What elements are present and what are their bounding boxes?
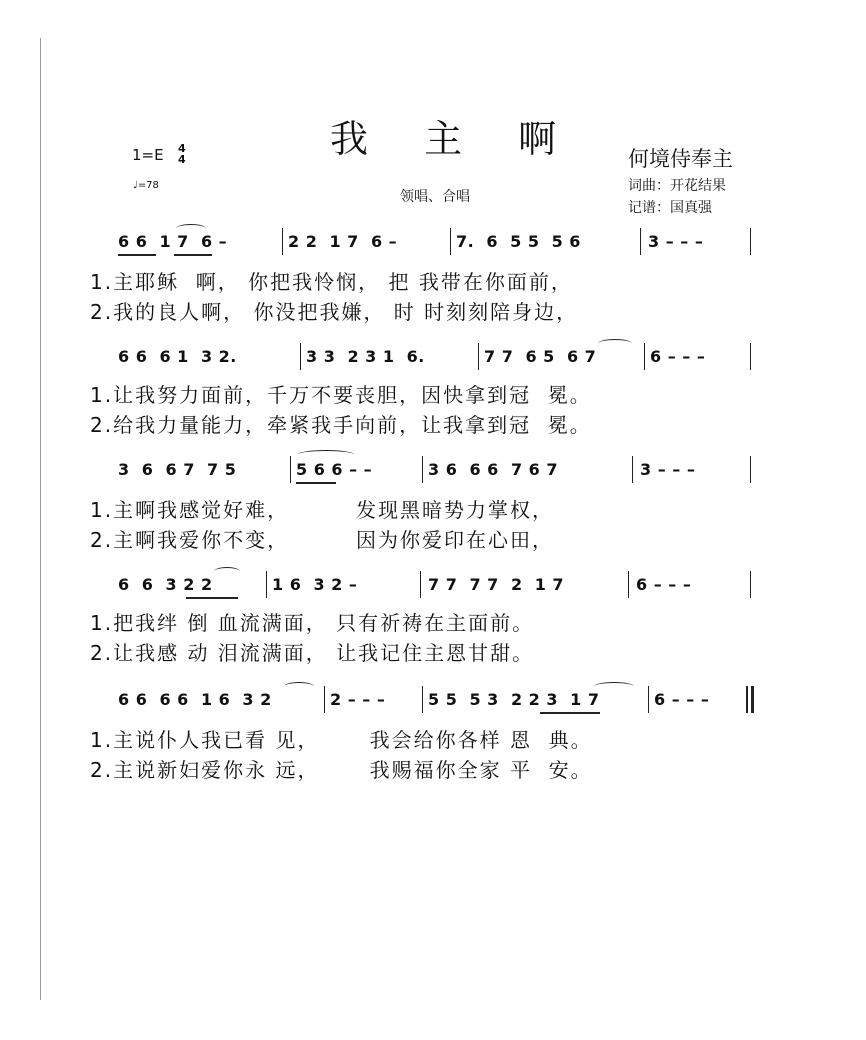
lyrics-music-credit: 词曲：开花结果 (628, 178, 726, 194)
bar-line (750, 228, 751, 255)
bar-line (282, 228, 283, 255)
bar-line (478, 343, 479, 370)
final-bar-line (746, 686, 748, 713)
lyric-verse-2: 2.给我力量能力，牵紧我手向前，让我拿到冠 冕。 (90, 413, 592, 437)
performance-note: 领唱、合唱 (400, 189, 470, 205)
key-signature: 1=E (132, 146, 164, 164)
lyric-verse-2: 2.主啊我爱你不变， 因为你爱印在心田， (90, 528, 554, 552)
measure: 6 – – – (636, 575, 692, 594)
bar-line (648, 686, 649, 713)
slur-mark (284, 682, 314, 691)
bar-line (750, 456, 751, 483)
measure: 3 – – – (648, 232, 704, 251)
notation-row (0, 343, 866, 373)
bar-line (628, 571, 629, 598)
notation-row (0, 456, 866, 486)
bar-line (422, 686, 423, 713)
transcriber-credit: 记谱：国真强 (628, 200, 712, 216)
bar-line (640, 228, 641, 255)
lyric-verse-1: 1.把我绊 倒 血流满面， 只有祈祷在主面前。 (90, 611, 535, 635)
lyric-verse-1: 1.让我努力面前，千万不要丧胆，因快拿到冠 冕。 (90, 383, 592, 407)
bar-line (450, 228, 451, 255)
measure: 2 2 1 7 6 – (288, 232, 398, 251)
lyric-verse-1: 1.主说仆人我已看 见， 我会给你各样 恩 典。 (90, 728, 593, 752)
measure: 7 7 6 5 6 7 (484, 347, 597, 366)
lyric-verse-1: 1.主耶稣 啊， 你把我怜悯， 把 我带在你面前， (90, 270, 573, 294)
final-bar-line-thick (751, 686, 754, 713)
bar-line (632, 456, 633, 483)
measure: 3 6 6 6 7 6 7 (428, 460, 558, 479)
tempo-marking: ♩=78 (133, 180, 159, 191)
bar-line (290, 456, 291, 483)
author-name: 何境侍奉主 (628, 147, 733, 171)
notation-row (0, 571, 866, 601)
notation-row (0, 686, 866, 716)
measure: 1 6 3 2 – (272, 575, 358, 594)
time-signature (178, 143, 186, 165)
measure: 3 6 6 7 7 5 (118, 460, 237, 479)
beam-line (174, 254, 212, 256)
measure: 6 6 1 7 6 – (118, 232, 228, 251)
measure: 6 6 3 2 2 (118, 575, 213, 594)
time-sig-top: 4 (178, 142, 186, 155)
bar-line (750, 571, 751, 598)
time-sig-bottom: 4 (178, 153, 186, 166)
bar-line (266, 571, 267, 598)
bar-line (644, 343, 645, 370)
notation-row (0, 228, 866, 258)
measure: 7 7 7 7 2 1 7 (428, 575, 565, 594)
lyric-verse-2: 2.我的良人啊， 你没把我嫌， 时 时刻刻陪身边， (90, 300, 579, 324)
measure: 3 – – – (640, 460, 696, 479)
bar-line (300, 343, 301, 370)
measure: 3 3 2 3 1 6. (306, 347, 425, 366)
measure: 5 6 6 – – (296, 460, 373, 479)
bar-line (324, 686, 325, 713)
measure: 6 6 6 6 1 6 3 2 (118, 690, 272, 709)
bar-line (750, 343, 751, 370)
slur-mark (298, 450, 354, 459)
bar-line (422, 456, 423, 483)
slur-mark (214, 567, 240, 576)
lyric-verse-2: 2.让我感 动 泪流满面， 让我记住主恩甘甜。 (90, 641, 535, 665)
beam-line (540, 712, 600, 714)
measure: 5 5 5 3 2 2 3 1 7 (428, 690, 600, 709)
measure: 2 – – – (330, 690, 386, 709)
bar-line (420, 571, 421, 598)
measure: 6 – – – (650, 347, 706, 366)
song-title: 我 主 啊 (330, 117, 579, 161)
page-margin-line (40, 38, 41, 1000)
measure: 7. 6 5 5 5 6 (456, 232, 581, 251)
slur-mark (594, 682, 634, 691)
slur-mark (598, 339, 632, 348)
beam-line (118, 254, 156, 256)
measure: 6 6 6 1 3 2. (118, 347, 237, 366)
beam-line (296, 482, 336, 484)
slur-mark (176, 224, 206, 233)
beam-line (186, 597, 238, 599)
measure: 6 – – – (654, 690, 710, 709)
lyric-verse-2: 2.主说新妇爱你永 远， 我赐福你全家 平 安。 (90, 758, 593, 782)
lyric-verse-1: 1.主啊我感觉好难， 发现黑暗势力掌权， (90, 498, 554, 522)
